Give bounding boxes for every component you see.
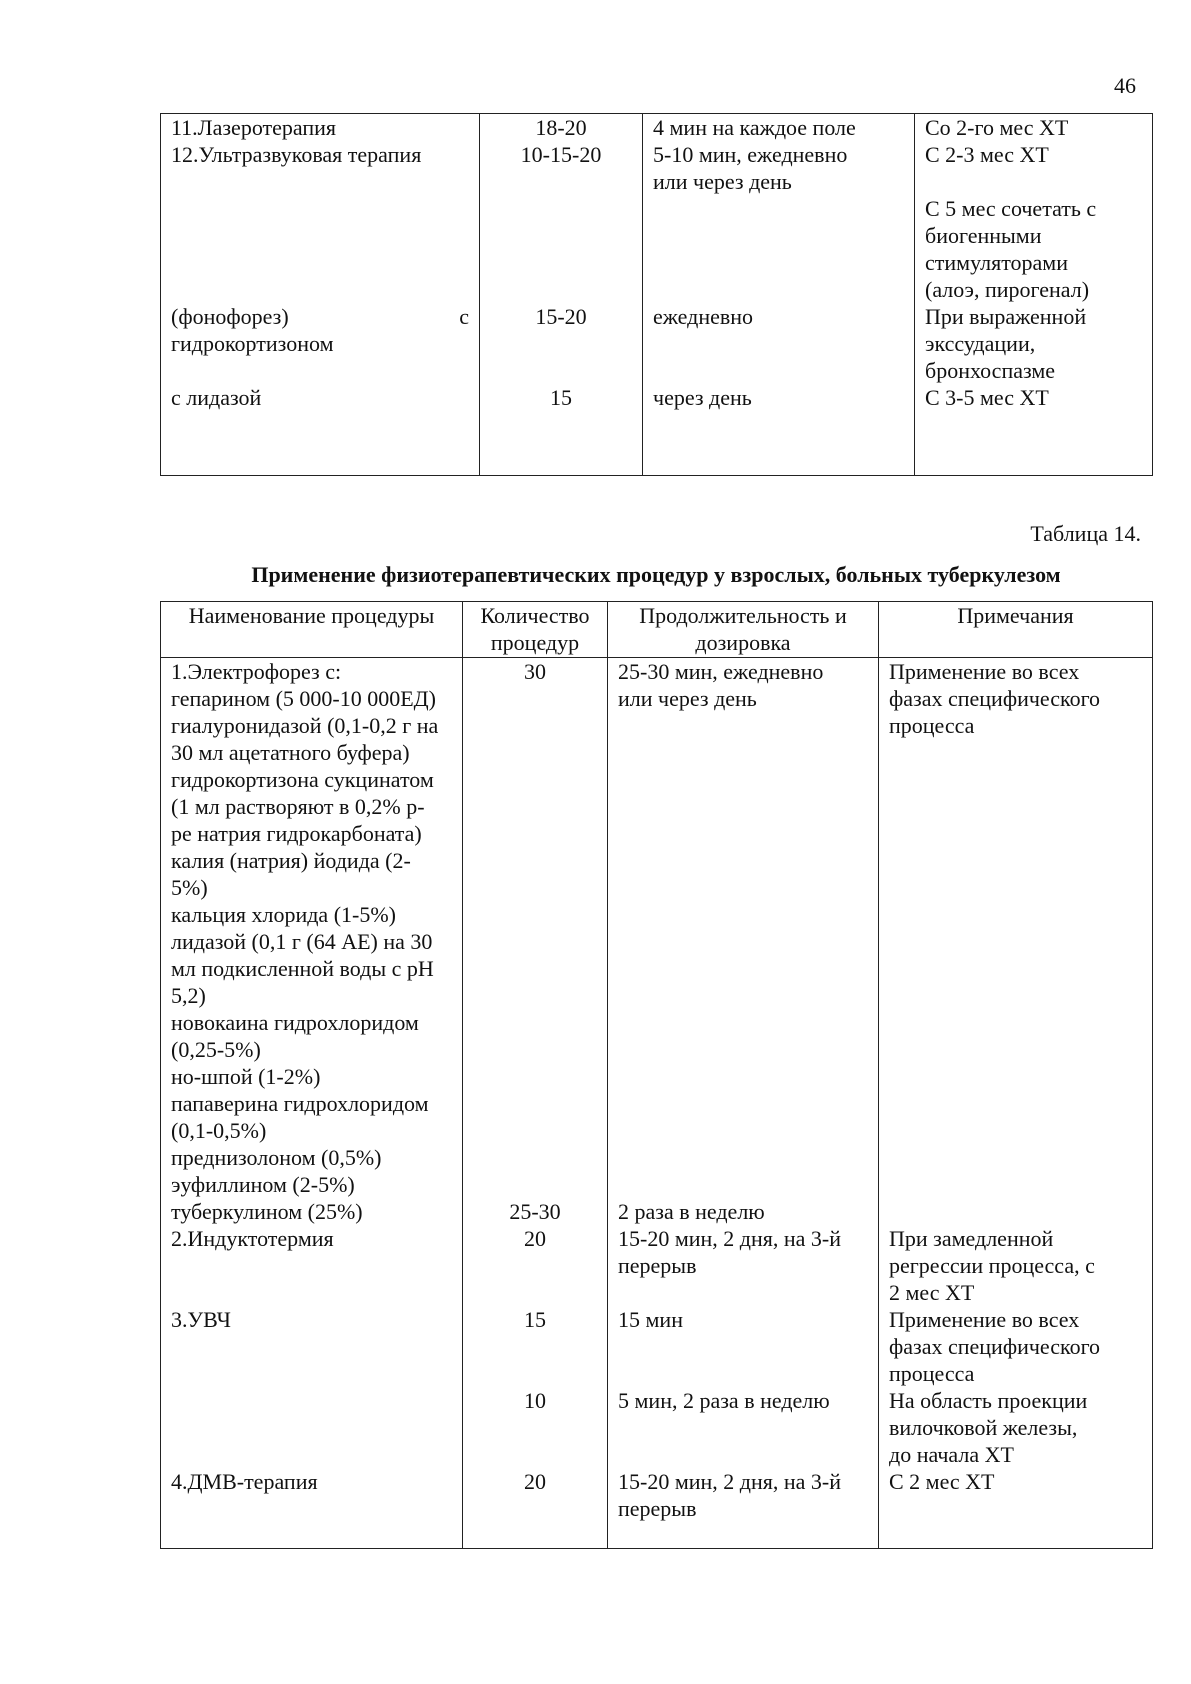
duration-text: 5 мин, 2 раза в неделю bbox=[618, 1388, 830, 1413]
procedure-text: лидазой (0,1 г (64 АЕ) на 30 bbox=[171, 929, 433, 954]
notes-text: бронхоспазме bbox=[925, 358, 1056, 383]
procedure-text: (0,1-0,5%) bbox=[171, 1118, 267, 1143]
duration-text bbox=[618, 1036, 868, 1063]
count-text bbox=[473, 1279, 597, 1306]
procedure-text bbox=[171, 1495, 452, 1522]
notes-text: до начала ХТ bbox=[889, 1442, 1014, 1467]
procedure-text: 3.УВЧ bbox=[171, 1307, 231, 1332]
procedure-text: кальция хлорида (1-5%) bbox=[171, 902, 397, 927]
notes-text bbox=[889, 766, 1142, 793]
procedure-text: 11.Лазеротерапия bbox=[171, 115, 337, 140]
duration-text bbox=[618, 820, 868, 847]
duration-text bbox=[618, 1414, 868, 1441]
procedure-text: (1 мл растворяют в 0,2% р- bbox=[171, 794, 425, 819]
duration-text bbox=[618, 1144, 868, 1171]
notes-text bbox=[889, 928, 1142, 955]
notes-text bbox=[889, 1171, 1142, 1198]
notes-text bbox=[889, 1036, 1142, 1063]
duration-text: 25-30 мин, ежедневно bbox=[618, 659, 824, 684]
count-text bbox=[473, 1144, 597, 1171]
count-text bbox=[473, 1441, 597, 1468]
duration-text bbox=[618, 1063, 868, 1090]
count-text bbox=[473, 955, 597, 982]
duration-text bbox=[618, 1117, 868, 1144]
table-header-row bbox=[161, 602, 1153, 658]
notes-text bbox=[889, 1117, 1142, 1144]
procedure-text: калия (натрия) йодида (2- bbox=[171, 848, 411, 873]
procedure-text bbox=[171, 1333, 452, 1360]
procedure-text bbox=[171, 1360, 452, 1387]
count-text bbox=[473, 1252, 597, 1279]
header-notes: Примечания bbox=[879, 602, 1153, 658]
duration-cell bbox=[643, 114, 915, 476]
procedure-text: 5,2) bbox=[171, 983, 206, 1008]
notes-text: 2 мес ХТ bbox=[889, 1280, 975, 1305]
notes-text bbox=[889, 1063, 1142, 1090]
procedure-text: гиалуронидазой (0,1-0,2 г на bbox=[171, 713, 439, 738]
duration-text bbox=[618, 847, 868, 874]
count-text bbox=[473, 1117, 597, 1144]
procedure-text: 1.Электрофорез с: bbox=[171, 659, 342, 684]
count-column bbox=[463, 658, 608, 1549]
notes-text: биогенными bbox=[925, 223, 1042, 248]
count-text bbox=[473, 739, 597, 766]
notes-text bbox=[889, 982, 1142, 1009]
procedure-text: эуфиллином (2-5%) bbox=[171, 1172, 355, 1197]
table-title: Применение физиотерапевтических процедур у взрослых, больных туберкулезом bbox=[251, 562, 1061, 587]
procedure-text: гидрокортизона сукцинатом bbox=[171, 767, 434, 792]
count-text bbox=[473, 793, 597, 820]
notes-text: На область проекции bbox=[889, 1388, 1088, 1413]
duration-text: или через день bbox=[653, 169, 792, 194]
count-text bbox=[473, 982, 597, 1009]
duration-text bbox=[618, 928, 868, 955]
notes-text: Применение во всех bbox=[889, 659, 1080, 684]
procedure-cell bbox=[161, 114, 480, 476]
notes-text bbox=[889, 1198, 1142, 1225]
count-text bbox=[473, 1333, 597, 1360]
count-text bbox=[473, 901, 597, 928]
count-text bbox=[473, 820, 597, 847]
procedure-text bbox=[171, 1387, 452, 1414]
notes-text: регрессии процесса, с bbox=[889, 1253, 1095, 1278]
count-text: 15 bbox=[550, 385, 572, 410]
notes-text: стимуляторами bbox=[925, 250, 1068, 275]
notes-text: фазах специфического bbox=[889, 686, 1101, 711]
procedure-text: преднизолоном (0,5%) bbox=[171, 1145, 382, 1170]
procedure-text: 4.ДМВ-терапия bbox=[171, 1469, 318, 1494]
notes-text: Со 2-го мес ХТ bbox=[925, 115, 1069, 140]
notes-text: (алоэ, пирогенал) bbox=[925, 277, 1090, 302]
procedure-text: 12.Ультразвуковая терапия bbox=[171, 142, 422, 167]
procedure-column bbox=[161, 658, 463, 1549]
duration-text bbox=[618, 955, 868, 982]
header-procedure: Наименование процедуры bbox=[161, 602, 463, 658]
procedure-text: папаверина гидрохлоридом bbox=[171, 1091, 429, 1116]
notes-text: фазах специфического bbox=[889, 1334, 1101, 1359]
header-duration: Продолжительность и дозировка bbox=[608, 602, 879, 658]
count-text bbox=[473, 1360, 597, 1387]
procedure-text: с лидазой bbox=[171, 385, 262, 410]
count-text: 18-20 bbox=[535, 115, 587, 140]
duration-text bbox=[618, 712, 868, 739]
count-text bbox=[473, 1009, 597, 1036]
header-count: Количество процедур bbox=[463, 602, 608, 658]
count-cell bbox=[480, 114, 643, 476]
procedure-text: ре натрия гидрокарбоната) bbox=[171, 821, 422, 846]
duration-text: 15-20 мин, 2 дня, на 3-й bbox=[618, 1226, 842, 1251]
notes-text: процесса bbox=[889, 1361, 975, 1386]
duration-text bbox=[618, 793, 868, 820]
notes-text bbox=[889, 847, 1142, 874]
notes-text bbox=[889, 955, 1142, 982]
page-number: 46 bbox=[1114, 73, 1136, 98]
notes-cell bbox=[915, 114, 1153, 476]
procedure-text: 30 мл ацетатного буфера) bbox=[171, 740, 410, 765]
notes-text bbox=[889, 820, 1142, 847]
notes-text bbox=[889, 1495, 1142, 1522]
duration-text: 5-10 мин, ежедневно bbox=[653, 142, 848, 167]
count-text bbox=[473, 1036, 597, 1063]
count-text: 15 bbox=[524, 1307, 546, 1332]
procedure-text: 2.Индуктотермия bbox=[171, 1226, 334, 1251]
count-text: 20 bbox=[524, 1469, 546, 1494]
duration-text bbox=[618, 1441, 868, 1468]
procedure-text: мл подкисленной воды с рН bbox=[171, 956, 434, 981]
duration-text bbox=[618, 1333, 868, 1360]
duration-text bbox=[618, 874, 868, 901]
duration-text bbox=[618, 982, 868, 1009]
count-text: 10 bbox=[524, 1388, 546, 1413]
count-text bbox=[473, 874, 597, 901]
count-text bbox=[473, 685, 597, 712]
duration-text bbox=[618, 1090, 868, 1117]
procedure-text bbox=[171, 1441, 452, 1468]
duration-text bbox=[618, 1360, 868, 1387]
procedure-text: гепарином (5 000-10 000ЕД) bbox=[171, 686, 437, 711]
procedure-text: туберкулином (25%) bbox=[171, 1199, 363, 1224]
notes-text: С 3-5 мес ХТ bbox=[925, 385, 1049, 410]
count-text: 10-15-20 bbox=[520, 142, 602, 167]
count-text bbox=[473, 1495, 597, 1522]
duration-text: через день bbox=[653, 385, 752, 410]
notes-text bbox=[889, 1144, 1142, 1171]
notes-text bbox=[889, 739, 1142, 766]
duration-text bbox=[618, 1279, 868, 1306]
notes-text bbox=[889, 874, 1142, 901]
procedure-text: 5%) bbox=[171, 875, 208, 900]
count-text: 15-20 bbox=[535, 304, 587, 329]
notes-text bbox=[889, 1009, 1142, 1036]
duration-text: 15-20 мин, 2 дня, на 3-й bbox=[618, 1469, 842, 1494]
table-continued bbox=[160, 113, 1153, 476]
table-label: Таблица 14. bbox=[1030, 521, 1141, 546]
procedure-text: гидрокортизоном bbox=[171, 331, 334, 356]
duration-text bbox=[618, 1009, 868, 1036]
notes-text: С 2 мес ХТ bbox=[889, 1469, 995, 1494]
duration-text bbox=[618, 1171, 868, 1198]
notes-text: процесса bbox=[889, 713, 975, 738]
duration-text: или через день bbox=[618, 686, 757, 711]
notes-text: вилочковой железы, bbox=[889, 1415, 1078, 1440]
procedure-text bbox=[171, 1252, 452, 1279]
count-text bbox=[473, 1171, 597, 1198]
duration-text bbox=[618, 766, 868, 793]
count-text bbox=[473, 1063, 597, 1090]
count-text bbox=[473, 1414, 597, 1441]
duration-column bbox=[608, 658, 879, 1549]
duration-text bbox=[618, 901, 868, 928]
count-text: 30 bbox=[524, 659, 546, 684]
count-text bbox=[473, 766, 597, 793]
count-text bbox=[473, 1090, 597, 1117]
notes-text: С 2-3 мес ХТ bbox=[925, 142, 1049, 167]
table-row bbox=[161, 114, 1153, 476]
count-text: 20 bbox=[524, 1226, 546, 1251]
procedure-text bbox=[171, 1414, 452, 1441]
table-row bbox=[161, 658, 1153, 1549]
duration-text: 2 раза в неделю bbox=[618, 1199, 765, 1224]
count-text bbox=[473, 712, 597, 739]
physiotherapy-table bbox=[160, 601, 1153, 1549]
procedure-text bbox=[171, 1279, 452, 1306]
procedure-text: но-шпой (1-2%) bbox=[171, 1064, 321, 1089]
count-text bbox=[473, 928, 597, 955]
notes-text bbox=[889, 901, 1142, 928]
notes-text: При выраженной bbox=[925, 304, 1087, 329]
notes-column bbox=[879, 658, 1153, 1549]
count-text: 25-30 bbox=[509, 1199, 561, 1224]
duration-text: перерыв bbox=[618, 1253, 697, 1278]
notes-text bbox=[889, 1090, 1142, 1117]
duration-text: 4 мин на каждое поле bbox=[653, 115, 856, 140]
count-text bbox=[473, 847, 597, 874]
notes-text: экссудации, bbox=[925, 331, 1036, 356]
notes-text: При замедленной bbox=[889, 1226, 1054, 1251]
duration-text: перерыв bbox=[618, 1496, 697, 1521]
notes-text: Применение во всех bbox=[889, 1307, 1080, 1332]
procedure-text: новокаина гидрохлоридом bbox=[171, 1010, 419, 1035]
duration-text bbox=[618, 739, 868, 766]
duration-text: ежедневно bbox=[653, 304, 754, 329]
procedure-text: (фонофорез) с bbox=[171, 304, 469, 329]
procedure-text: (0,25-5%) bbox=[171, 1037, 261, 1062]
notes-text bbox=[889, 793, 1142, 820]
notes-text: С 5 мес сочетать с bbox=[925, 196, 1097, 221]
duration-text: 15 мин bbox=[618, 1307, 683, 1332]
